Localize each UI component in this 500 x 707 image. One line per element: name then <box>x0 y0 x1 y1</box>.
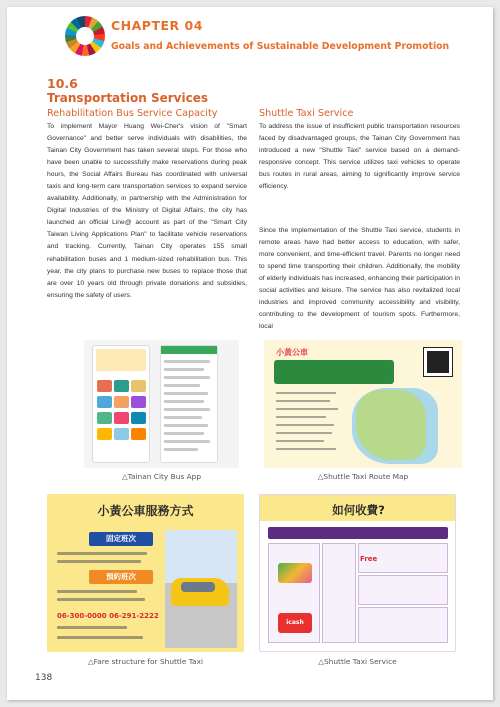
qr-code-icon <box>424 348 452 376</box>
route-map-image: 小黃公車 <box>264 340 462 468</box>
icash-card-icon: icash <box>278 613 312 633</box>
transit-card-icon <box>278 563 312 583</box>
page-number: 138 <box>35 673 53 683</box>
free-label: Free <box>360 555 378 563</box>
map-land <box>356 390 426 460</box>
section-title: Transportation Services <box>47 91 208 105</box>
sdg-wheel-icon <box>65 16 105 56</box>
bus-app-image <box>84 340 239 468</box>
fare-structure-image <box>47 494 244 652</box>
right-body-text-1: To address the issue of insufficient public transportation resources faced by disadvantaged groups, the Tainan City Government has introduced a new "Shuttle Taxi" service based on a demand-responsive concept. This service utilizes taxi vehicles to operate bus routes in rural areas, aiming to significantly improve service efficiency. <box>259 123 460 191</box>
route-map-caption: △Shuttle Taxi Route Map <box>317 472 409 481</box>
route-map-banner <box>274 360 394 384</box>
section-number: 10.6 <box>47 76 78 91</box>
right-subtitle: Shuttle Taxi Service <box>259 108 354 119</box>
fare-title: 小黃公車服務方式 <box>97 504 194 518</box>
app-phone-right <box>160 345 218 463</box>
taxi-icon <box>171 578 229 606</box>
howmuch-title: 如何收費? <box>332 503 385 517</box>
left-body-text: To implement Mayor Huang Wei-Cher's vision of "Smart Governance" and better serve individuals with disabilities, the Tainan City Government has taken several steps. For those who have been unable to successfully make reservations during peak hours, the Social Affairs Bureau has coordinated with universal taxis and long-term care transportation services to expand service availability. Additionally, in partnership with the Administration for Digital Industries of the Ministry of Digital Affairs, the city has launched an official Line@ account as part of the "Smart City Taiwan Living Applications Plan" to facilitate vehicle reservations and tracking. Currently, Tainan City operates 155 small rehabilitation buses and 1 medium-sized rehabilitation bus. This year, the city plans to purchase new buses to replace those that are over 10 years old through private donations and subsidies, ensuring the safety of users. <box>47 123 247 299</box>
document-page <box>7 7 493 700</box>
left-subtitle: Rehabilitation Bus Service Capacity <box>47 108 218 119</box>
chapter-header <box>7 7 493 63</box>
fixed-schedule-tag: 固定班次 <box>89 532 153 546</box>
chapter-subtitle: Goals and Achievements of Sustainable Development Promotion <box>111 41 450 52</box>
reservation-tag: 預約班次 <box>89 570 153 584</box>
fare-phone-numbers: 06-300-0000 06-291-2222 <box>57 612 159 620</box>
right-body-text-2: Since the implementation of the Shuttle Taxi service, students in remote areas have had better access to education, with safer, more convenient, and time-efficient travel. Parents no longer need to spend time transporting their children. Additionally, the mobility of elderly individuals has increased, enhancing their participation in social activities and leisure. The service has also revitalized local industries and improved community accessibility and visibility, contributing to the development of tourism spots. Furthermore, local <box>259 227 460 331</box>
service-caption: △Shuttle Taxi Service <box>318 657 397 666</box>
bus-app-caption: △Tainan City Bus App <box>121 472 202 481</box>
app-phone-left <box>92 345 150 463</box>
fare-caption: △Fare structure for Shuttle Taxi <box>87 657 203 666</box>
shuttle-service-image <box>259 494 456 652</box>
chapter-label: CHAPTER 04 <box>111 18 203 33</box>
